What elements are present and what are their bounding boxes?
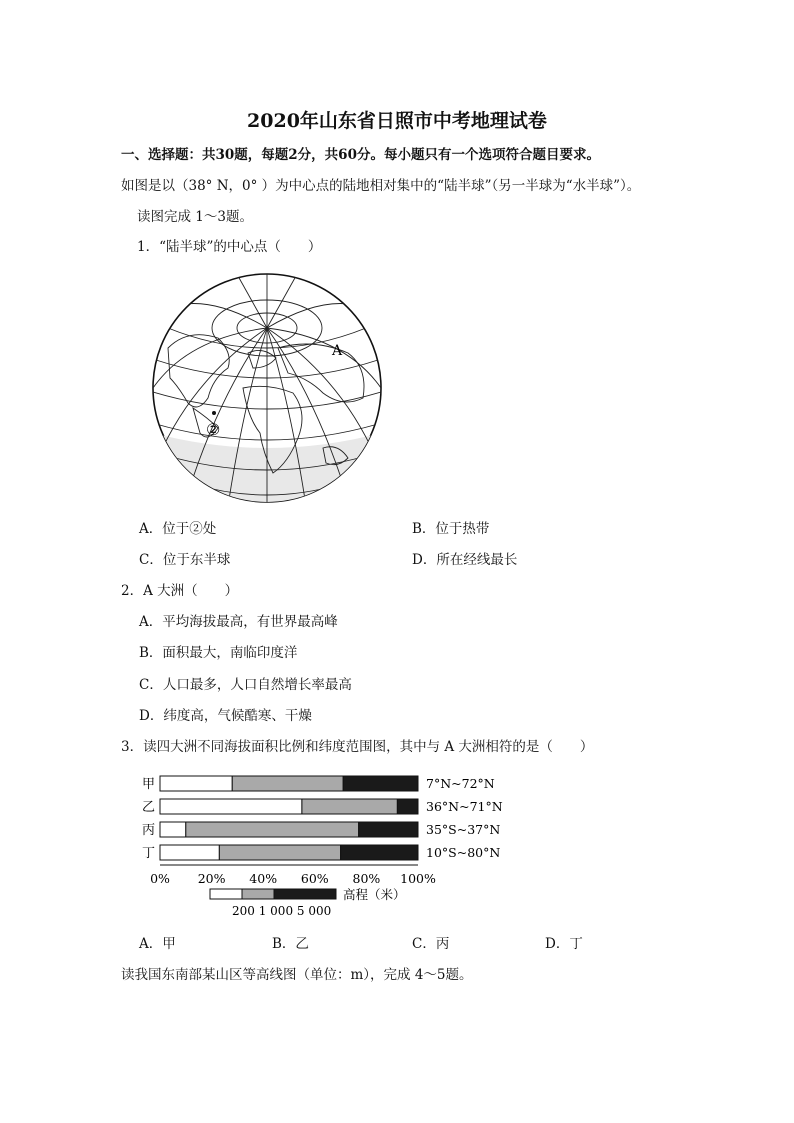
bar-segment: [397, 799, 418, 814]
latitude-range-label: 35°S~37°N: [426, 822, 501, 837]
legend-title: 高程（米）: [343, 887, 406, 902]
latitude-range-label: 7°N~72°N: [426, 776, 495, 791]
q1-stem: 1．“陆半球”的中心点（ ）: [137, 239, 322, 255]
q1-option-d[interactable]: D．所在经线最长: [412, 552, 518, 568]
intro-text: 如图是以（38° N，0° ）为中心点的陆地相对集中的“陆半球”（另一半球为“水半球”）。: [121, 178, 641, 194]
q2-stem: 2．A 大洲（ ）: [121, 583, 239, 599]
bar-segment: [302, 799, 397, 814]
bar-segment: [359, 822, 418, 837]
altitude-area-chart: [138, 768, 508, 918]
q2-option-c[interactable]: C．人口最多，人口自然增长率最高: [139, 677, 352, 693]
category-label: 乙: [142, 800, 156, 815]
latitude-range-label: 36°N~71°N: [426, 799, 503, 814]
bar-segment: [343, 776, 418, 791]
bar-segment: [186, 822, 359, 837]
legend-swatch-high: [274, 889, 336, 899]
label-two: ②: [206, 420, 221, 439]
bar-segment: [160, 799, 302, 814]
legend-swatch-mid: [242, 889, 274, 899]
bar-segment: [160, 822, 186, 837]
q3-option-c[interactable]: C．丙: [412, 936, 450, 952]
land-hemisphere-globe: [148, 268, 386, 512]
q3-stem: 3．读四大洲不同海拔面积比例和纬度范围图，其中与 A 大洲相符的是（ ）: [121, 739, 594, 755]
intro-instruction: 读图完成 1～3题。: [137, 209, 253, 225]
bar-segment: [160, 776, 232, 791]
category-label: 丙: [142, 823, 156, 838]
q3-option-b[interactable]: B．乙: [272, 936, 309, 952]
x-tick-label: 20%: [197, 871, 226, 886]
page-title: 2020年山东省日照市中考地理试卷: [247, 110, 547, 132]
legend-swatch-low: [210, 889, 242, 899]
x-tick-label: 60%: [300, 871, 329, 886]
bar-segment: [232, 776, 343, 791]
x-tick-label: 0%: [150, 871, 170, 886]
category-label: 甲: [142, 777, 156, 792]
legend-numbers: 200 1 000 5 000: [232, 904, 332, 918]
bar-segment: [341, 845, 418, 860]
bar-segment: [160, 845, 219, 860]
section-heading: 一、选择题：共30题，每题2分，共60分。每小题只有一个选项符合题目要求。: [121, 147, 600, 163]
q1-option-a[interactable]: A．位于②处: [139, 521, 217, 537]
bar-segment: [219, 845, 340, 860]
category-label: 丁: [142, 846, 156, 861]
chart-legend: [210, 887, 406, 918]
q1-option-c[interactable]: C．位于东半球: [139, 552, 231, 568]
q1-option-b[interactable]: B．位于热带: [412, 521, 490, 537]
q2-option-b[interactable]: B．面积最大，南临印度洋: [139, 645, 298, 661]
q3-option-d[interactable]: D．丁: [545, 936, 583, 952]
q2-option-a[interactable]: A．平均海拔最高，有世界最高峰: [139, 614, 338, 630]
q45-intro: 读我国东南部某山区等高线图（单位：m），完成 4～5题。: [121, 967, 473, 983]
x-tick-label: 100%: [400, 871, 436, 886]
label-a: A: [332, 343, 343, 359]
q2-option-d[interactable]: D．纬度高，气候酷寒、干燥: [139, 708, 312, 724]
x-tick-label: 40%: [249, 871, 278, 886]
q3-option-a[interactable]: A．甲: [139, 936, 176, 952]
x-tick-label: 80%: [352, 871, 381, 886]
latitude-range-label: 10°S~80°N: [426, 845, 501, 860]
